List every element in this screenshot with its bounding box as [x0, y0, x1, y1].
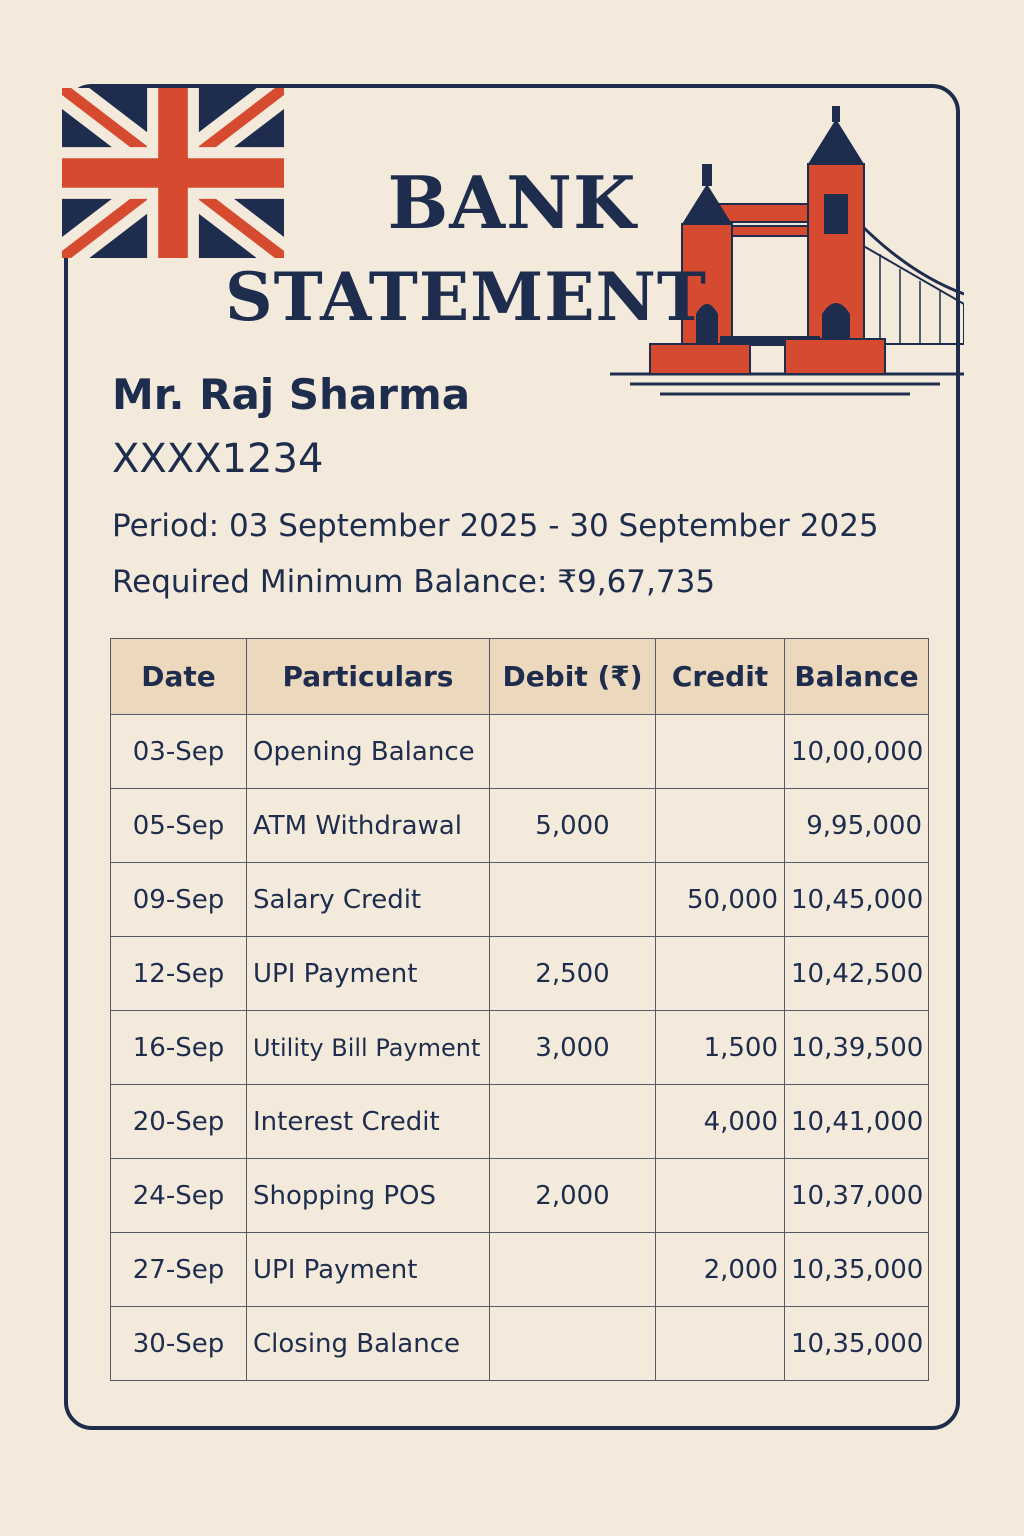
statement-title-line2: STATEMENT: [225, 258, 707, 336]
table-row: [111, 937, 929, 1011]
table-row: [111, 863, 929, 937]
cell-date: 30-Sep: [111, 1307, 247, 1381]
cell-particulars: UPI Payment: [247, 1233, 490, 1307]
cell-debit: [490, 1233, 656, 1307]
cell-credit: 2,000: [656, 1233, 785, 1307]
transactions-table: [110, 638, 929, 1381]
header-date: Date: [111, 639, 247, 715]
header-balance: Balance: [785, 639, 929, 715]
table-row: [111, 1011, 929, 1085]
cell-date: 03-Sep: [111, 715, 247, 789]
cell-credit: 1,500: [656, 1011, 785, 1085]
table-row: [111, 1159, 929, 1233]
cell-particulars: Utility Bill Payment: [247, 1011, 490, 1085]
cell-credit: [656, 715, 785, 789]
cell-debit: [490, 1085, 656, 1159]
statement-period: Period: 03 September 2025 - 30 September 2025: [112, 508, 879, 544]
cell-credit: [656, 1307, 785, 1381]
cell-date: 16-Sep: [111, 1011, 247, 1085]
cell-balance: 10,35,000: [785, 1307, 929, 1381]
minimum-balance: Required Minimum Balance: ₹9,67,735: [112, 564, 716, 600]
cell-credit: 4,000: [656, 1085, 785, 1159]
cell-balance: 10,45,000: [785, 863, 929, 937]
cell-debit: [490, 863, 656, 937]
cell-particulars: Interest Credit: [247, 1085, 490, 1159]
cell-date: 09-Sep: [111, 863, 247, 937]
tower-bridge-icon: [610, 104, 964, 404]
cell-particulars: UPI Payment: [247, 937, 490, 1011]
cell-debit: 5,000: [490, 789, 656, 863]
cell-debit: 2,000: [490, 1159, 656, 1233]
table-header-row: [111, 639, 929, 715]
table-row: [111, 1307, 929, 1381]
header-credit: Credit: [656, 639, 785, 715]
cell-balance: 10,00,000: [785, 715, 929, 789]
cell-date: 20-Sep: [111, 1085, 247, 1159]
cell-date: 05-Sep: [111, 789, 247, 863]
table-row: [111, 715, 929, 789]
cell-balance: 10,35,000: [785, 1233, 929, 1307]
header-debit: Debit (₹): [490, 639, 656, 715]
cell-credit: 50,000: [656, 863, 785, 937]
cell-balance: 10,37,000: [785, 1159, 929, 1233]
cell-particulars: Opening Balance: [247, 715, 490, 789]
cell-date: 27-Sep: [111, 1233, 247, 1307]
cell-balance: 9,95,000: [785, 789, 929, 863]
cell-balance: 10,39,500: [785, 1011, 929, 1085]
statement-title-line1: BANK: [387, 160, 637, 245]
cell-date: 24-Sep: [111, 1159, 247, 1233]
cell-balance: 10,41,000: [785, 1085, 929, 1159]
table-row: [111, 1085, 929, 1159]
cell-debit: [490, 1307, 656, 1381]
header-particulars: Particulars: [247, 639, 490, 715]
cell-credit: [656, 1159, 785, 1233]
cell-particulars: ATM Withdrawal: [247, 789, 490, 863]
cell-credit: [656, 789, 785, 863]
cell-debit: [490, 715, 656, 789]
cell-balance: 10,42,500: [785, 937, 929, 1011]
cell-debit: 2,500: [490, 937, 656, 1011]
cell-date: 12-Sep: [111, 937, 247, 1011]
cell-credit: [656, 937, 785, 1011]
account-number: XXXX1234: [112, 436, 324, 482]
table-row: [111, 789, 929, 863]
cell-particulars: Shopping POS: [247, 1159, 490, 1233]
cell-debit: 3,000: [490, 1011, 656, 1085]
table-row: [111, 1233, 929, 1307]
account-holder-name: Mr. Raj Sharma: [112, 370, 471, 419]
cell-particulars: Salary Credit: [247, 863, 490, 937]
cell-particulars: Closing Balance: [247, 1307, 490, 1381]
